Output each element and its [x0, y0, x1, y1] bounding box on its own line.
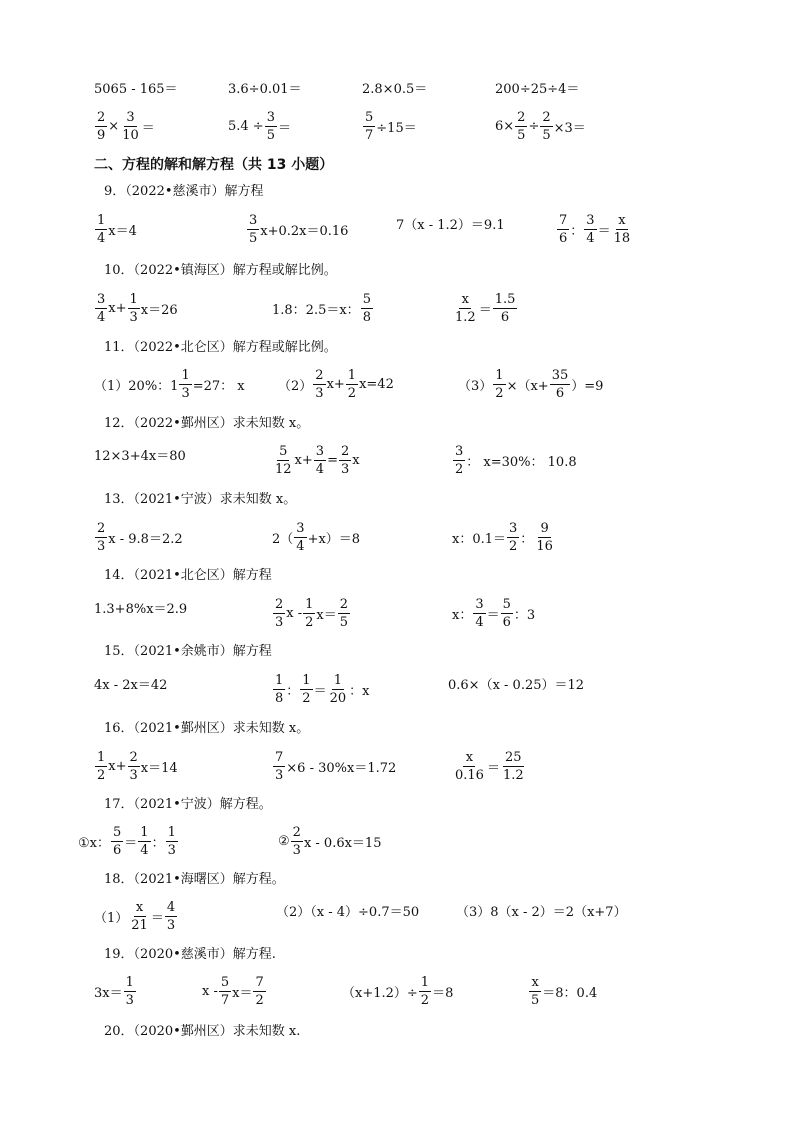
fraction — [338, 598, 350, 629]
equation — [528, 971, 597, 1011]
equation — [272, 440, 360, 480]
question-header-16: 16．（2021•鄞州区）求未知数 x。 — [104, 721, 310, 736]
equation — [272, 288, 374, 328]
fraction — [303, 598, 315, 629]
equation-text: ② — [278, 833, 290, 849]
fraction-denominator: 5 — [339, 614, 349, 630]
equation-text: x - — [202, 983, 218, 999]
fraction-numerator: 3 — [296, 520, 305, 536]
fraction-numerator: 3 — [475, 596, 484, 612]
fraction-numerator: 7 — [255, 974, 264, 990]
fraction-numerator: 9 — [540, 520, 549, 536]
equation-text: x+0.2x＝0.16 — [260, 223, 349, 239]
fraction-numerator: 1 — [97, 212, 106, 228]
equation-row-9 — [0, 209, 794, 249]
equation — [452, 746, 527, 786]
fraction-numerator: 2 — [315, 367, 324, 383]
fraction — [612, 214, 633, 245]
fraction-denominator: 5 — [531, 992, 540, 1008]
equation-text: ： x=30%： 10.8 — [466, 454, 577, 470]
fraction — [291, 826, 303, 857]
equation — [202, 971, 267, 1011]
question-header-18: 18．（2021•海曙区）解方程。 — [104, 872, 285, 887]
fraction-denominator: 2 — [420, 992, 430, 1008]
equation-text: x+ — [294, 452, 313, 468]
equation-row-15 — [0, 669, 794, 709]
equation — [246, 209, 348, 249]
fraction-denominator: 2 — [97, 767, 106, 783]
fraction — [507, 522, 519, 553]
fraction — [179, 369, 191, 400]
equation — [396, 203, 505, 243]
fraction — [300, 674, 312, 705]
fraction — [493, 293, 518, 324]
fraction-denominator: 8 — [275, 690, 284, 706]
fraction-denominator: 7 — [220, 992, 230, 1008]
fraction — [273, 751, 285, 782]
equation-text: 4x - 2x＝42 — [94, 677, 168, 693]
fraction-numerator: 5 — [279, 443, 288, 459]
fraction-denominator: 3 — [181, 385, 190, 401]
equation-text: x+ — [108, 758, 127, 774]
equation-row-19 — [0, 971, 794, 1011]
fraction-denominator: 3 — [167, 842, 176, 858]
fraction-denominator: 7 — [365, 127, 374, 143]
equation-text: ：3 — [513, 607, 536, 623]
fraction — [95, 522, 107, 553]
equation — [456, 890, 627, 930]
equation-text: （3） — [458, 378, 493, 394]
fraction — [534, 522, 555, 553]
equation-text: ＝ — [124, 835, 138, 851]
question-header-20: 20．（2020•鄞州区）求未知数 x. — [104, 1024, 301, 1039]
equation — [94, 746, 178, 786]
fraction-numerator: 3 — [249, 212, 258, 228]
equation-text: ： — [151, 835, 165, 851]
fraction — [219, 976, 231, 1007]
fraction — [128, 751, 140, 782]
equation-text: = — [327, 452, 338, 468]
fraction-numerator: 1 — [302, 672, 311, 688]
fraction-denominator: 5 — [266, 127, 275, 143]
fraction — [501, 598, 513, 629]
equation-row-10 — [0, 288, 794, 328]
expr-text: 5065 - 165＝ — [94, 81, 178, 97]
equation-text: ÷15＝ — [376, 120, 417, 136]
fraction-denominator: 3 — [97, 538, 106, 554]
fraction — [493, 369, 505, 400]
fraction-numerator: 4 — [166, 899, 176, 915]
equation — [458, 364, 603, 404]
equation-text: x - — [286, 605, 303, 621]
fraction-denominator: 6 — [559, 230, 568, 246]
fraction — [584, 214, 596, 245]
fraction-denominator: 4 — [475, 614, 484, 630]
expr — [228, 67, 302, 107]
equation — [94, 896, 178, 936]
fraction — [453, 445, 465, 476]
fraction — [361, 293, 373, 324]
equation-text: x - 9.8＝2.2 — [108, 531, 183, 547]
fraction — [129, 901, 150, 932]
arith-row-2 — [0, 106, 794, 146]
equation-text: 1.3+8%x＝2.9 — [94, 601, 188, 617]
fraction — [419, 976, 431, 1007]
equation-text: ÷ — [528, 118, 540, 134]
equation-text: ＝ — [597, 223, 611, 239]
fraction — [363, 111, 375, 142]
expr — [94, 106, 155, 146]
fraction-denominator: 3 — [275, 767, 284, 783]
fraction-numerator: 3 — [266, 109, 275, 125]
fraction-numerator: 1 — [181, 367, 190, 383]
fraction — [95, 214, 107, 245]
fraction-numerator: x — [134, 901, 146, 917]
equation-text: ＝ — [277, 120, 291, 136]
fraction-denominator: 12 — [275, 461, 292, 477]
fraction-numerator: 1 — [305, 596, 314, 612]
fraction-numerator: x — [459, 293, 471, 309]
equation-row-13 — [0, 517, 794, 557]
fraction-denominator: 3 — [340, 461, 350, 477]
equation-text: 12×3+4x＝80 — [94, 448, 186, 464]
expr — [94, 67, 178, 107]
equation — [94, 663, 167, 703]
fraction-denominator: 2 — [302, 690, 311, 706]
fraction — [550, 369, 571, 400]
fraction — [95, 111, 107, 142]
fraction-denominator: 2 — [495, 385, 504, 401]
fraction-numerator: 2 — [340, 443, 350, 459]
fraction-numerator: 1 — [167, 824, 176, 840]
equation-row-11 — [0, 364, 794, 404]
equation — [272, 669, 369, 709]
fraction-denominator: 6 — [113, 842, 122, 858]
equation-text: =27： x — [192, 378, 245, 394]
equation — [278, 821, 381, 861]
expr — [228, 106, 291, 146]
equation — [94, 364, 245, 404]
fraction-numerator: 2 — [97, 520, 106, 536]
expr — [362, 106, 417, 146]
fraction-denominator: 4 — [97, 309, 106, 325]
equation — [342, 971, 453, 1011]
equation-text: ①x： — [78, 835, 110, 851]
question-header-10: 10．（2022•镇海区）解方程或解比例。 — [104, 263, 337, 278]
fraction-denominator: 3 — [129, 767, 138, 783]
equation — [556, 209, 633, 249]
equation-row-16 — [0, 746, 794, 786]
fraction-numerator: 1 — [129, 291, 138, 307]
fraction — [346, 369, 358, 400]
equation-text: ）=9 — [571, 378, 604, 394]
fraction-numerator: 1 — [125, 974, 134, 990]
equation-text: x — [352, 452, 360, 468]
fraction-numerator: 3 — [315, 443, 325, 459]
fraction — [453, 293, 478, 324]
equation-text: ＝ — [486, 607, 500, 623]
fraction — [166, 826, 178, 857]
fraction-denominator: 18 — [613, 230, 631, 246]
equation — [448, 663, 584, 703]
equation-text: x - 0.6x＝15 — [303, 835, 382, 851]
equation-text: × — [108, 118, 120, 134]
equation — [94, 434, 186, 474]
fraction — [294, 522, 306, 553]
fraction-numerator: 35 — [551, 367, 569, 383]
fraction-numerator: 1 — [420, 974, 430, 990]
fraction-numerator: 5 — [365, 109, 374, 125]
fraction-denominator: 3 — [129, 309, 138, 325]
equation-text: ： — [520, 531, 534, 547]
fraction-denominator: 4 — [315, 461, 325, 477]
equation-text: x＝26 — [140, 302, 178, 318]
fraction-numerator: 2 — [292, 824, 301, 840]
fraction — [328, 674, 349, 705]
fraction — [165, 901, 177, 932]
fraction-numerator: 2 — [517, 109, 526, 125]
fraction-denominator: 4 — [97, 230, 106, 246]
fraction-numerator: 1 — [495, 367, 504, 383]
fraction-numerator: 1.5 — [494, 291, 516, 307]
fraction — [314, 445, 326, 476]
section-title: 二、方程的解和解方程（共 13 小题） — [94, 157, 334, 173]
equation-text: +x）＝8 — [307, 531, 361, 547]
fraction-numerator: x — [616, 214, 628, 230]
equation — [452, 593, 535, 633]
fraction-denominator: 21 — [131, 917, 148, 933]
equation — [452, 517, 556, 557]
fraction — [247, 214, 259, 245]
expr — [495, 106, 586, 146]
fraction-denominator: 5 — [542, 127, 551, 143]
fraction — [128, 293, 140, 324]
fraction-denominator: 2 — [455, 461, 464, 477]
fraction-numerator: 1 — [347, 367, 357, 383]
fraction-denominator: 2 — [255, 992, 264, 1008]
fraction-numerator: 1 — [333, 672, 342, 688]
fraction-denominator: 2 — [509, 538, 518, 554]
equation-text: x＝14 — [140, 760, 178, 776]
equation-text: 3x＝ — [94, 985, 123, 1001]
question-header-12: 12．（2022•鄞州区）求未知数 x。 — [104, 416, 310, 431]
equation-text: ×3＝ — [553, 120, 586, 136]
fraction — [529, 976, 541, 1007]
fraction-denominator: 3 — [275, 614, 284, 630]
fraction — [253, 976, 265, 1007]
fraction-denominator: 2 — [305, 614, 314, 630]
fraction-denominator: 5 — [517, 127, 526, 143]
fraction-denominator: 3 — [315, 385, 324, 401]
equation-text: （3）8（x - 2）＝2（x+7） — [456, 904, 627, 920]
fraction-numerator: 7 — [559, 212, 568, 228]
fraction-denominator: 6 — [500, 309, 510, 325]
question-header-9: 9．（2022•慈溪市）解方程 — [104, 184, 264, 199]
equation-text: （2）（x - 4）÷0.7＝50 — [276, 904, 420, 920]
fraction-numerator: 5 — [362, 291, 371, 307]
fraction-denominator: 4 — [140, 842, 149, 858]
fraction-denominator: 9 — [97, 127, 106, 143]
expr — [495, 67, 579, 107]
equation-text: ： — [570, 223, 584, 239]
equation-text: ＝ — [486, 760, 500, 776]
fraction-denominator: 1.2 — [502, 767, 524, 783]
fraction-denominator: 16 — [536, 538, 553, 554]
equation-text: 1.8：2.5＝x： — [272, 302, 360, 318]
equation-text: x＝4 — [108, 223, 137, 239]
equation — [78, 821, 179, 861]
equation — [452, 288, 518, 328]
equation-text: 7（x - 1.2）＝9.1 — [396, 217, 505, 233]
equation-text: ×（x+ — [506, 378, 549, 394]
equation-text: x+ — [326, 376, 345, 392]
fraction-numerator: 2 — [97, 109, 106, 125]
fraction-denominator: 2 — [347, 385, 357, 401]
fraction — [124, 976, 136, 1007]
fraction-numerator: 2 — [275, 596, 284, 612]
equation — [94, 288, 178, 328]
fraction-numerator: 7 — [275, 749, 284, 765]
question-header-17: 17．（2021•宁波）解方程。 — [104, 797, 272, 812]
fraction — [557, 214, 569, 245]
fraction-denominator: 3 — [292, 842, 301, 858]
equation-text: （1）20%：1 — [94, 378, 179, 394]
equation-row-17 — [0, 821, 794, 861]
expr — [362, 67, 427, 107]
equation-text: 0.6×（x - 0.25）＝12 — [448, 677, 585, 693]
fraction — [95, 751, 107, 782]
equation-text: x+ — [108, 300, 127, 316]
fraction — [273, 674, 285, 705]
fraction-denominator: 20 — [329, 690, 347, 706]
equation — [94, 517, 183, 557]
fraction — [515, 111, 527, 142]
fraction — [339, 445, 351, 476]
fraction-denominator: 6 — [502, 614, 511, 630]
fraction — [473, 598, 485, 629]
question-header-11: 11．（2022•北仑区）解方程或解比例。 — [104, 340, 337, 355]
equation-text: x：0.1＝ — [452, 531, 507, 547]
equation-text: ： — [286, 683, 300, 699]
equation — [272, 517, 360, 557]
fraction-numerator: 2 — [339, 596, 349, 612]
fraction-numerator: 3 — [509, 520, 518, 536]
question-header-13: 13．（2021•宁波）求未知数 x。 — [104, 492, 297, 507]
equation — [278, 364, 394, 404]
equation-text: ＝ — [141, 120, 155, 136]
fraction-numerator: 1 — [140, 824, 149, 840]
fraction — [540, 111, 552, 142]
fraction — [95, 293, 107, 324]
fraction-denominator: 10 — [122, 127, 139, 143]
equation — [94, 209, 137, 249]
equation-row-18 — [0, 896, 794, 936]
fraction — [501, 751, 526, 782]
equation-text: x： — [452, 607, 473, 623]
equation — [452, 440, 577, 480]
equation — [272, 746, 396, 786]
equation-text: ＝8：0.4 — [542, 985, 598, 1001]
fraction-denominator: 1.2 — [455, 309, 476, 325]
equation-row-12 — [0, 440, 794, 480]
fraction-numerator: 2 — [129, 749, 138, 765]
fraction-numerator: 1 — [275, 672, 284, 688]
equation — [272, 593, 351, 633]
equation-text: x＝ — [232, 985, 253, 1001]
fraction — [273, 598, 285, 629]
fraction — [120, 111, 141, 142]
fraction-denominator: 0.16 — [455, 767, 484, 783]
equation-text: （2） — [278, 378, 313, 394]
fraction — [265, 111, 277, 142]
expr-text: 2.8×0.5＝ — [362, 81, 428, 97]
fraction — [313, 369, 325, 400]
question-header-15: 15．（2021•余姚市）解方程 — [104, 644, 272, 659]
equation — [276, 890, 419, 930]
equation-text: （1） — [94, 910, 129, 926]
equation-text: （x+1.2）÷ — [342, 985, 418, 1001]
fraction-denominator: 5 — [249, 230, 258, 246]
fraction-numerator: 2 — [542, 109, 551, 125]
fraction — [453, 751, 486, 782]
fraction — [138, 826, 150, 857]
fraction-numerator: x — [463, 751, 475, 767]
fraction-denominator: 3 — [125, 992, 134, 1008]
fraction-numerator: 5 — [113, 824, 122, 840]
equation-text: 2（ — [272, 531, 294, 547]
fraction-numerator: x — [529, 976, 541, 992]
equation-text: ＝ — [150, 910, 164, 926]
fraction-denominator: 4 — [586, 230, 595, 246]
fraction — [273, 445, 294, 476]
question-header-19: 19．（2020•慈溪市）解方程. — [104, 947, 276, 962]
equation-text: ＝8 — [432, 985, 454, 1001]
expr-text: 3.6÷0.01＝ — [228, 81, 302, 97]
expr-text: 200÷25÷4＝ — [495, 81, 580, 97]
equation-text: ＝ — [313, 683, 327, 699]
equation-text: ：x — [349, 683, 370, 699]
fraction-numerator: 1 — [97, 749, 106, 765]
equation — [94, 971, 137, 1011]
fraction-numerator: 25 — [505, 749, 522, 765]
fraction-numerator: 3 — [97, 291, 106, 307]
fraction — [111, 826, 123, 857]
equation-text: x=42 — [359, 376, 394, 392]
equation-text: 5.4 ÷ — [228, 118, 264, 134]
equation-text: x＝ — [316, 607, 337, 623]
fraction-denominator: 6 — [555, 385, 565, 401]
fraction-numerator: 3 — [586, 212, 595, 228]
fraction-denominator: 3 — [166, 917, 176, 933]
fraction-numerator: 3 — [455, 443, 464, 459]
fraction-numerator: 5 — [502, 596, 511, 612]
fraction-denominator: 8 — [362, 309, 371, 325]
equation-text: ×6 - 30%x＝1.72 — [286, 760, 397, 776]
arith-row-1 — [0, 67, 794, 107]
fraction-numerator: 5 — [220, 974, 230, 990]
fraction-denominator: 4 — [296, 538, 305, 554]
question-header-14: 14．（2021•北仑区）解方程 — [104, 568, 272, 583]
equation-row-14 — [0, 593, 794, 633]
equation — [94, 587, 187, 627]
equation-text: ＝ — [478, 302, 492, 318]
equation-text: 6× — [495, 118, 515, 134]
fraction-numerator: 3 — [126, 109, 135, 125]
